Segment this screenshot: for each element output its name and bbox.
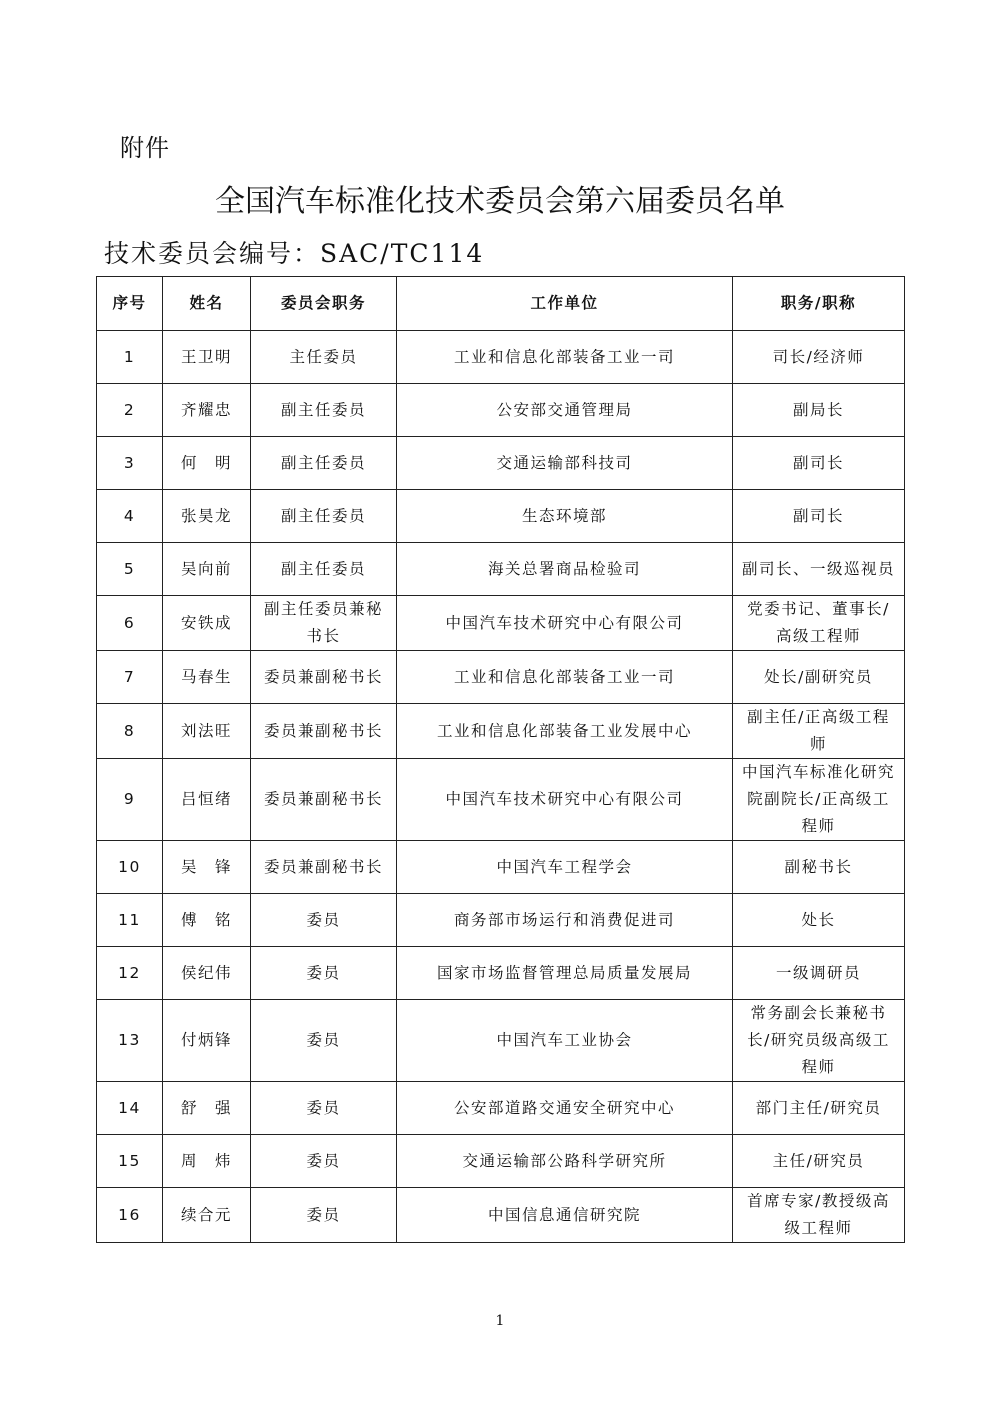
cell-organization: 商务部市场运行和消费促进司 — [397, 894, 733, 947]
column-header-role: 委员会职务 — [251, 277, 397, 331]
cell-number: 5 — [97, 543, 163, 596]
cell-name: 吕恒绪 — [163, 759, 251, 841]
cell-number: 3 — [97, 437, 163, 490]
cell-job-title: 副主任/正高级工程师 — [733, 704, 905, 759]
cell-organization: 交通运输部科技司 — [397, 437, 733, 490]
cell-name: 安铁成 — [163, 596, 251, 651]
table-row — [97, 841, 905, 894]
cell-name: 舒 强 — [163, 1082, 251, 1135]
cell-committee-role: 委员 — [251, 1188, 397, 1243]
column-header-name: 姓名 — [163, 277, 251, 331]
cell-committee-role: 委员 — [251, 947, 397, 1000]
table-row — [97, 1188, 905, 1243]
cell-job-title: 一级调研员 — [733, 947, 905, 1000]
table-row — [97, 704, 905, 759]
cell-job-title: 中国汽车标准化研究院副院长/正高级工程师 — [733, 759, 905, 841]
cell-name: 侯纪伟 — [163, 947, 251, 1000]
page-number: 1 — [495, 1313, 505, 1329]
cell-number: 15 — [97, 1135, 163, 1188]
cell-committee-role: 主任委员 — [251, 331, 397, 384]
member-table — [96, 276, 905, 1243]
cell-job-title: 副局长 — [733, 384, 905, 437]
table-header-row — [97, 277, 905, 331]
cell-committee-role: 委员兼副秘书长 — [251, 759, 397, 841]
table-row — [97, 759, 905, 841]
cell-committee-role: 委员 — [251, 894, 397, 947]
table-row — [97, 1082, 905, 1135]
cell-job-title: 主任/研究员 — [733, 1135, 905, 1188]
cell-number: 4 — [97, 490, 163, 543]
cell-job-title: 司长/经济师 — [733, 331, 905, 384]
document-title: 全国汽车标准化技术委员会第六届委员名单 — [215, 184, 785, 219]
cell-number: 2 — [97, 384, 163, 437]
cell-name: 刘法旺 — [163, 704, 251, 759]
cell-organization: 公安部道路交通安全研究中心 — [397, 1082, 733, 1135]
cell-name: 吴 锋 — [163, 841, 251, 894]
column-header-organization: 工作单位 — [397, 277, 733, 331]
cell-committee-role: 副主任委员 — [251, 437, 397, 490]
cell-name: 何 明 — [163, 437, 251, 490]
cell-committee-role: 委员 — [251, 1135, 397, 1188]
table-row — [97, 947, 905, 1000]
cell-name: 王卫明 — [163, 331, 251, 384]
cell-job-title: 处长 — [733, 894, 905, 947]
cell-number: 11 — [97, 894, 163, 947]
cell-committee-role: 委员 — [251, 1000, 397, 1082]
cell-number: 1 — [97, 331, 163, 384]
cell-job-title: 首席专家/教授级高级工程师 — [733, 1188, 905, 1243]
cell-organization: 中国汽车工程学会 — [397, 841, 733, 894]
cell-name: 张昊龙 — [163, 490, 251, 543]
cell-organization: 生态环境部 — [397, 490, 733, 543]
cell-organization: 公安部交通管理局 — [397, 384, 733, 437]
table-row — [97, 490, 905, 543]
cell-number: 8 — [97, 704, 163, 759]
cell-committee-role: 委员兼副秘书长 — [251, 704, 397, 759]
cell-committee-role: 副主任委员 — [251, 543, 397, 596]
cell-organization: 中国汽车工业协会 — [397, 1000, 733, 1082]
cell-organization: 工业和信息化部装备工业一司 — [397, 651, 733, 704]
cell-number: 12 — [97, 947, 163, 1000]
cell-number: 10 — [97, 841, 163, 894]
cell-committee-role: 委员 — [251, 1082, 397, 1135]
table-row — [97, 543, 905, 596]
cell-job-title: 党委书记、董事长/高级工程师 — [733, 596, 905, 651]
table-body — [97, 331, 905, 1243]
cell-job-title: 处长/副研究员 — [733, 651, 905, 704]
cell-job-title: 副司长 — [733, 437, 905, 490]
cell-organization: 交通运输部公路科学研究所 — [397, 1135, 733, 1188]
cell-committee-role: 委员兼副秘书长 — [251, 841, 397, 894]
cell-number: 9 — [97, 759, 163, 841]
column-header-title: 职务/职称 — [733, 277, 905, 331]
cell-number: 14 — [97, 1082, 163, 1135]
cell-job-title: 常务副会长兼秘书长/研究员级高级工程师 — [733, 1000, 905, 1082]
cell-name: 吴向前 — [163, 543, 251, 596]
table-row — [97, 651, 905, 704]
cell-organization: 国家市场监督管理总局质量发展局 — [397, 947, 733, 1000]
cell-committee-role: 副主任委员 — [251, 490, 397, 543]
cell-organization: 海关总署商品检验司 — [397, 543, 733, 596]
cell-job-title: 副司长、一级巡视员 — [733, 543, 905, 596]
cell-organization: 工业和信息化部装备工业一司 — [397, 331, 733, 384]
committee-number: 技术委员会编号：SAC/TC114 — [104, 239, 485, 268]
cell-job-title: 部门主任/研究员 — [733, 1082, 905, 1135]
cell-number: 13 — [97, 1000, 163, 1082]
cell-committee-role: 委员兼副秘书长 — [251, 651, 397, 704]
cell-name: 周 炜 — [163, 1135, 251, 1188]
cell-job-title: 副司长 — [733, 490, 905, 543]
cell-number: 16 — [97, 1188, 163, 1243]
cell-committee-role: 副主任委员 — [251, 384, 397, 437]
cell-job-title: 副秘书长 — [733, 841, 905, 894]
attachment-label: 附件 — [120, 134, 170, 162]
cell-organization: 中国汽车技术研究中心有限公司 — [397, 596, 733, 651]
table-row — [97, 894, 905, 947]
cell-committee-role: 副主任委员兼秘书长 — [251, 596, 397, 651]
cell-name: 付炳锋 — [163, 1000, 251, 1082]
table-row — [97, 384, 905, 437]
table-row — [97, 1135, 905, 1188]
cell-organization: 中国汽车技术研究中心有限公司 — [397, 759, 733, 841]
table-row — [97, 596, 905, 651]
table-row — [97, 1000, 905, 1082]
table-row — [97, 331, 905, 384]
cell-number: 7 — [97, 651, 163, 704]
cell-organization: 工业和信息化部装备工业发展中心 — [397, 704, 733, 759]
cell-name: 续合元 — [163, 1188, 251, 1243]
cell-name: 傅 铭 — [163, 894, 251, 947]
cell-organization: 中国信息通信研究院 — [397, 1188, 733, 1243]
table-row — [97, 437, 905, 490]
cell-number: 6 — [97, 596, 163, 651]
cell-name: 齐耀忠 — [163, 384, 251, 437]
column-header-number: 序号 — [97, 277, 163, 331]
cell-name: 马春生 — [163, 651, 251, 704]
